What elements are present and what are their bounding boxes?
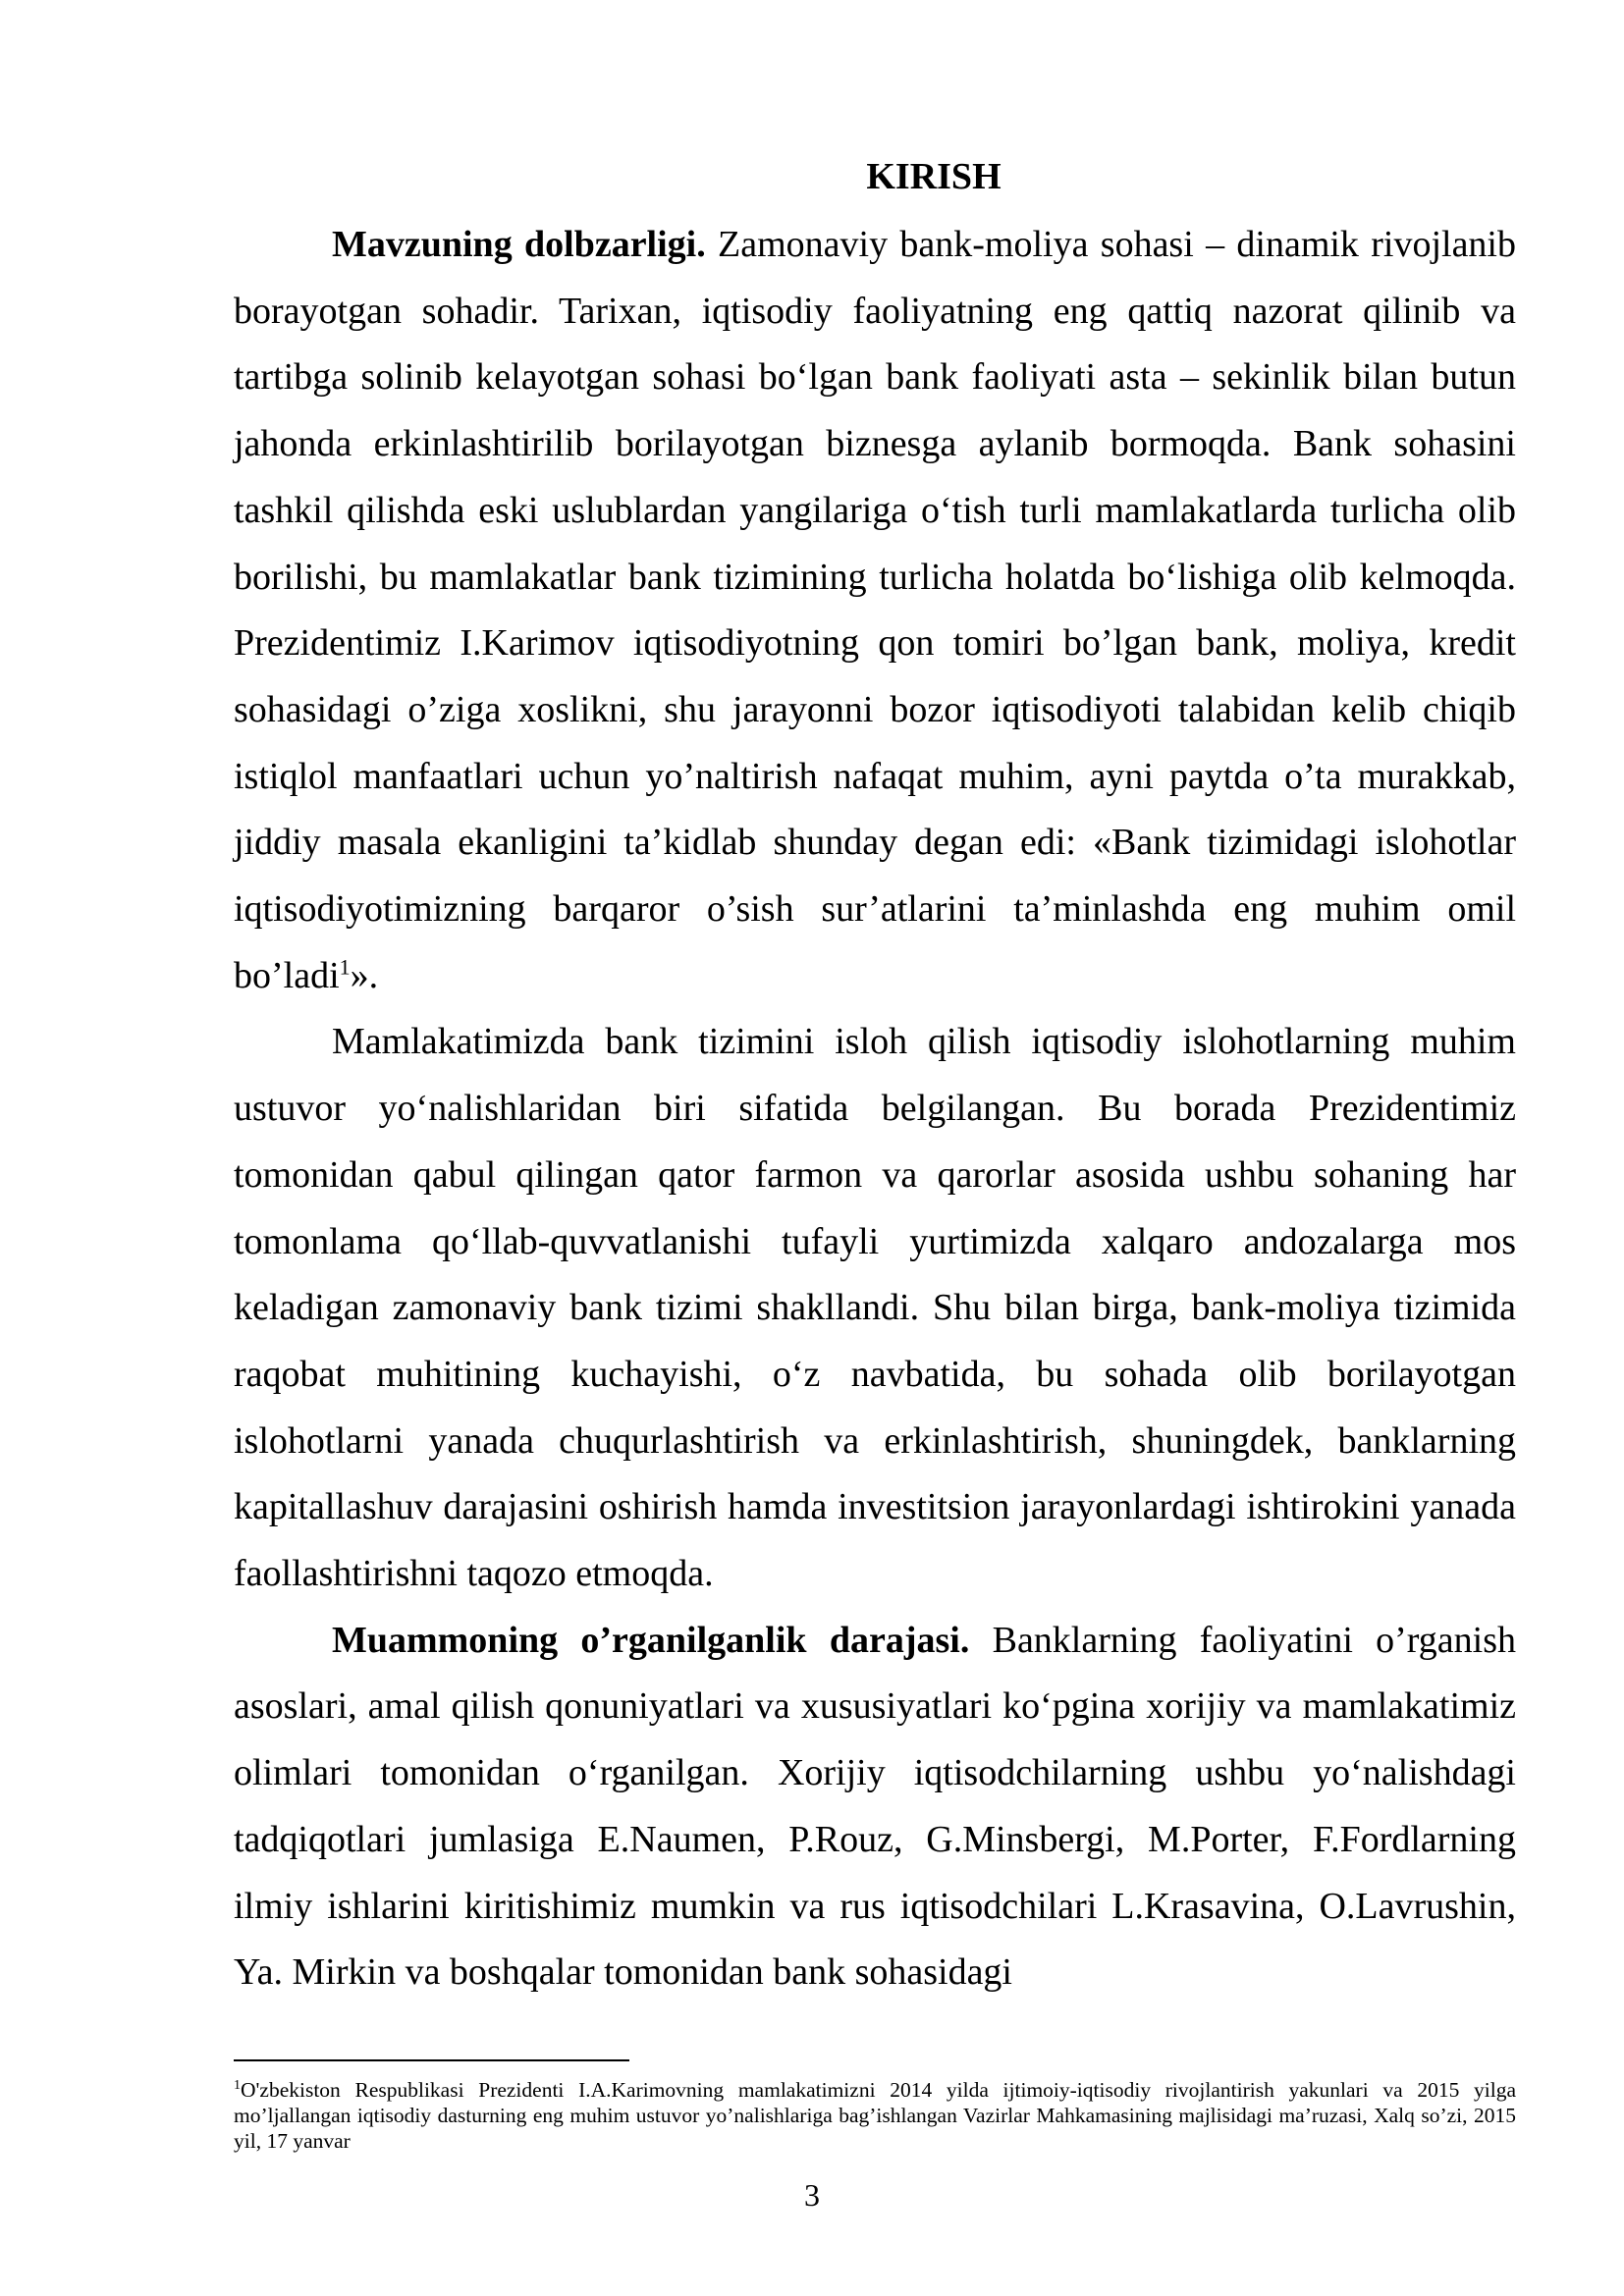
paragraph-study-level [234, 1608, 1516, 2006]
footnote [234, 2077, 1516, 2154]
paragraph-text-reform: Mamlakatimizda bank tizimini isloh qilish iqtisodiy islohotlarning muhim ustuvor yo‘nalishlaridan biri sifatida belgilangan. Bu borada Prezidentimiz tomonidan qabul qilingan qator farmon va qarorlar asosida ushbu sohaning har tomonlama qo‘llab-quvvatlanishi tufayli yurtimizda xalqaro andozalarga mos keladigan zamonaviy bank tizimi shakllandi. Shu bilan birga, bank-moliya tizimida raqobat muhitining kuchayishi, o‘z navbatida, bu sohada olib borilayotgan islohotlarni yanada chuqurlashtirish va erkinlashtirish, shuningdek, banklarning kapitallashuv darajasini oshirish hamda investitsion jarayonlardagi ishtirokini yanada faollashtirishni taqozo etmoqda. [234, 1021, 1516, 1595]
paragraph-reform [234, 1009, 1516, 1607]
footnote-text: O'zbekiston Respublikasi Prezidenti I.A.Karimovning mamlakatimizni 2014 yilda ijtimoiy-iqtisodiy rivojlantirish yakunlari va 2015 yilga mo’ljallangan iqtisodiy dasturning eng muhim ustuvor yo’nalishlariga bag’ishlangan Vazirlar Mahkamasining majlisidagi ma’ruzasi, Xalq so’zi, 2015 yil, 17 yanvar [234, 2078, 1516, 2153]
document-body [234, 147, 1516, 2006]
paragraph-relevance [234, 212, 1516, 1009]
page-number: 3 [804, 2177, 820, 2213]
footnote-marker: 1 [234, 2077, 241, 2093]
section-heading: KIRISH [866, 156, 1001, 197]
paragraph-lead-relevance: Mavzuning dolbzarligi. [332, 224, 706, 265]
paragraph-lead-study-level: Muammoning o’rganilganlik darajasi. [332, 1619, 970, 1661]
paragraph-tail-relevance: ». [350, 954, 379, 996]
footnote-separator [234, 2059, 629, 2061]
paragraph-text-study-level: Banklarning faoliyatini o’rganish asoslari, amal qilish qonuniyatlari va xususiyatlari ko‘pgina xorijiy va mamlakatimiz olimlari tomonidan o‘rganilgan. Xorijiy iqtisodchilarning ushbu yo‘nalishdagi tadqiqotlari jumlasiga E.Naumen, P.Rouz, G.Minsbergi, M.Porter, F.Fordlarning ilmiy ishlarini kiritishimiz mumkin va rus iqtisodchilari L.Krasavina, O.Lavrushin, Ya. Mirkin va boshqalar tomonidan bank sohasidagi [234, 1619, 1516, 1994]
footnote-reference[interactable]: 1 [339, 954, 351, 980]
paragraph-text-relevance: Zamonaviy bank-moliya sohasi – dinamik rivojlanib borayotgan sohadir. Tarixan, iqtisodiy faoliyatning eng qattiq nazorat qilinib va tartibga solinib kelayotgan sohasi bo‘lgan bank faoliyati asta – sekinlik bilan butun jahonda erkinlashtirilib borilayotgan biznesga aylanib bormoqda. Bank sohasini tashkil qilishda eski uslublardan yangilariga o‘tish turli mamlakatlarda turlicha olib borilishi, bu mamlakatlar bank tizimining turlicha holatda bo‘lishiga olib kelmoqda. Prezidentimiz I.Karimov iqtisodiyotning qon tomiri bo’lgan bank, moliya, kredit sohasidagi o’ziga xoslikni, shu jarayonni bozor iqtisodiyoti talabidan kelib chiqib istiqlol manfaatlari uchun yo’naltirish nafaqat muhim, ayni paytda o’ta murakkab, jiddiy masala ekanligini ta’kidlab shunday degan edi: «Bank tizimidagi islohotlar iqtisodiyotimizning barqaror o’sish sur’atlarini ta’minlashda eng muhim omil bo’ladi [234, 224, 1516, 996]
